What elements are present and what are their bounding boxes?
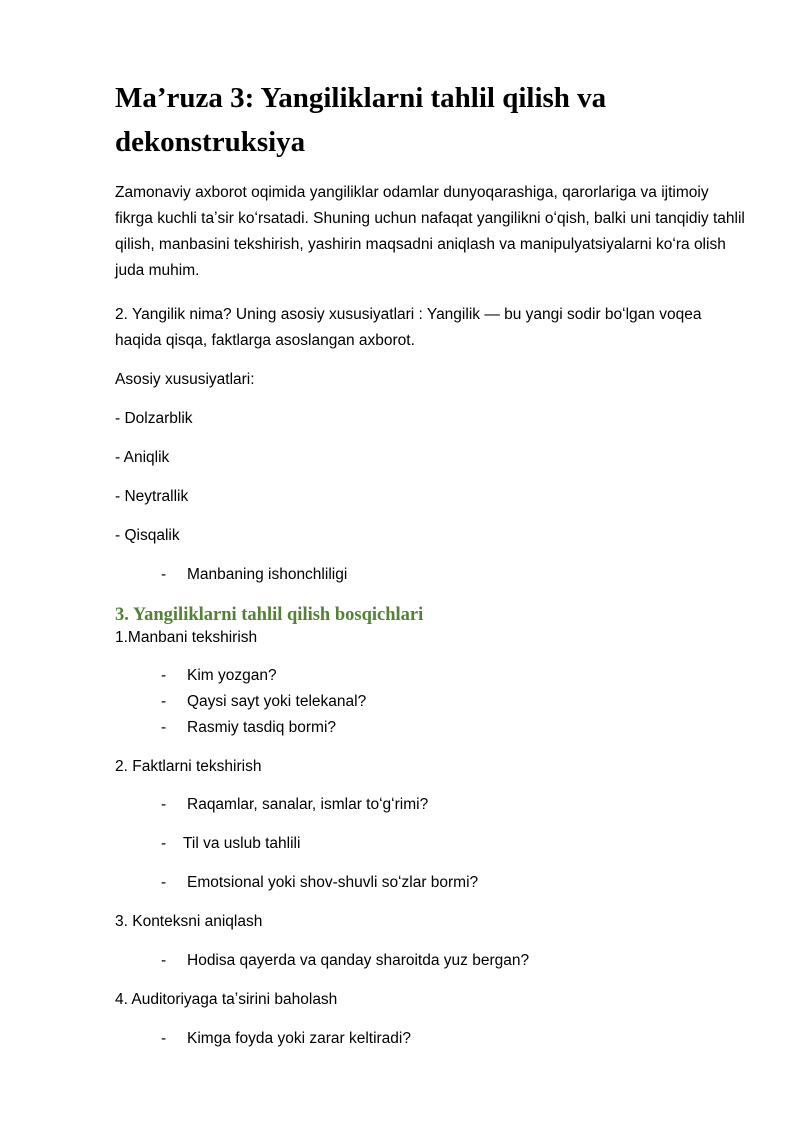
- features-label: Asosiy xususiyatlari:: [115, 371, 255, 388]
- feature-item: - Neytrallik: [115, 488, 189, 505]
- intro-paragraph: Zamonaviy axborot oqimida yangiliklar odamlar dunyoqarashiga, qarorlariga va ijtimoiy fikrga kuchli taʼsir koʻrsatadi. Shuning uchun nafaqat yangilikni oʻqish, balki uni tanqidiy tahlil qilish, manbasini tekshirish, yashirin maqsadni aniqlash va manipulyatsiyalarni koʻra olish juda muhim.: [115, 184, 745, 279]
- bullet-dash: -: [161, 796, 167, 813]
- step-2-bullet: [161, 794, 428, 816]
- step-1-label: 1.Manbani tekshirish: [115, 629, 258, 646]
- step-1-bullet: [161, 717, 336, 739]
- feature-item: - Dolzarblik: [115, 410, 193, 427]
- step-4-label: 4. Auditoriyaga taʼsirini baholash: [115, 991, 338, 1008]
- feature-item: - Aniqlik: [115, 449, 170, 466]
- bullet-text: Emotsional yoki shov-shuvli soʻzlar bormi?: [187, 874, 479, 891]
- step-2-bullet: [161, 833, 300, 855]
- bullet-text: Rasmiy tasdiq bormi?: [187, 719, 337, 736]
- step-1-bullet: [161, 665, 277, 687]
- bullet-dash: -: [161, 719, 167, 736]
- bullet-text: Manbaning ishonchliligi: [187, 566, 348, 583]
- bullet-text: Raqamlar, sanalar, ismlar toʻgʻrimi?: [187, 796, 429, 813]
- section-3-heading: 3. Yangiliklarni tahlil qilish bosqichlari: [115, 605, 424, 625]
- bullet-dash: -: [161, 874, 167, 891]
- bullet-text: Kimga foyda yoki zarar keltiradi?: [187, 1030, 411, 1047]
- bullet-text: Hodisa qayerda va qanday sharoitda yuz bergan?: [187, 952, 530, 969]
- bullet-text: Qaysi sayt yoki telekanal?: [187, 693, 367, 710]
- step-2-label: 2. Faktlarni tekshirish: [115, 758, 262, 775]
- bullet-dash: -: [161, 1030, 167, 1047]
- bullet-dash: -: [161, 667, 167, 684]
- bullet-dash: -: [161, 566, 167, 583]
- feature-bullet-item: [161, 564, 347, 586]
- step-1-bullet: [161, 691, 366, 713]
- document-title: Ma’ruza 3: Yangiliklarni tahlil qilish va dekonstruksiya: [115, 82, 607, 158]
- step-4-bullet: [161, 1028, 411, 1050]
- bullet-text: Til va uslub tahlili: [183, 835, 301, 852]
- bullet-dash: -: [161, 693, 167, 710]
- section-2-paragraph: 2. Yangilik nima? Uning asosiy xususiyatlari : Yangilik — bu yangi sodir boʻlgan voqea haqida qisqa, faktlarga asoslangan axborot.: [115, 306, 702, 349]
- step-3-bullet: [161, 950, 529, 972]
- bullet-dash: -: [161, 835, 167, 852]
- step-2-bullet: [161, 872, 478, 894]
- bullet-text: Kim yozgan?: [187, 667, 277, 684]
- step-3-label: 3. Konteksni aniqlash: [115, 913, 263, 930]
- bullet-dash: -: [161, 952, 167, 969]
- feature-item: - Qisqalik: [115, 527, 180, 544]
